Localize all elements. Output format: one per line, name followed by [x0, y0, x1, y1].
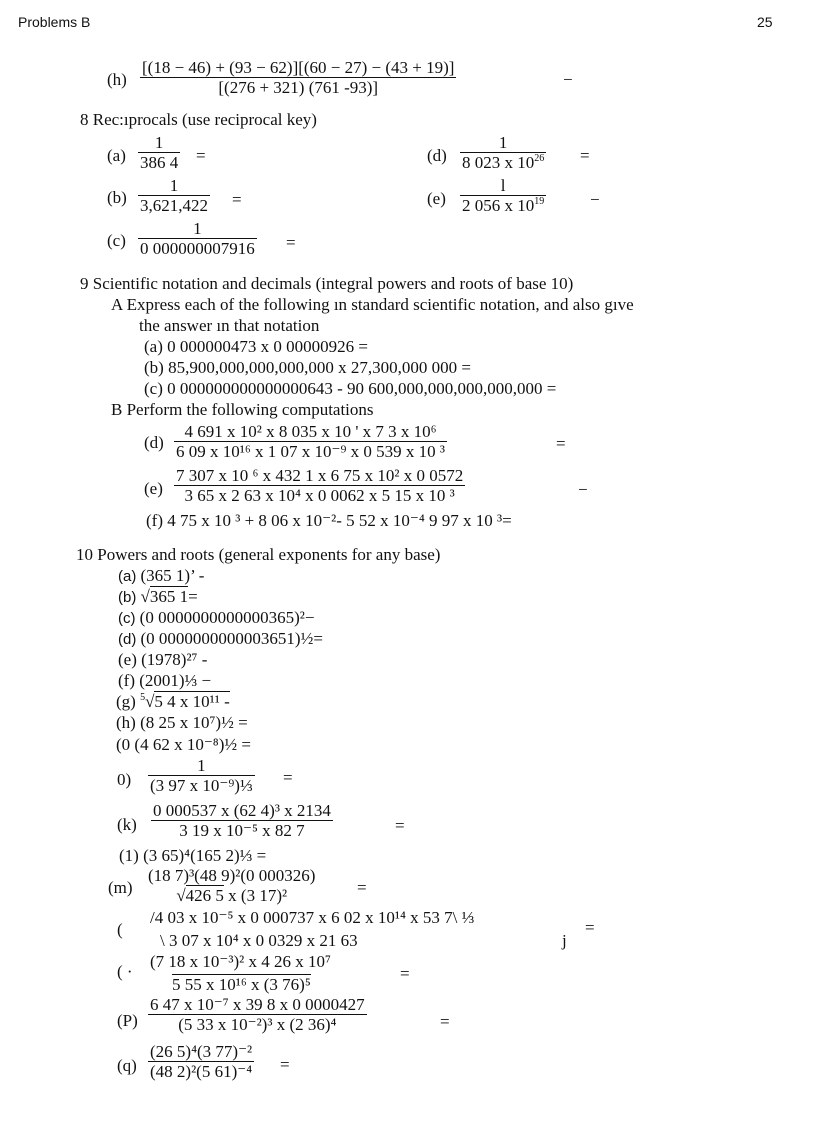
- problem-label: (d): [427, 146, 447, 165]
- problem-9b: (b) 85,900,000,000,000,000 x 27,300,000 000 =: [144, 358, 471, 377]
- numerator: (18 7)³(48 9)²(0 000326): [148, 866, 316, 885]
- numerator: /4 03 x 10⁻⁵ x 0 000737 x 6 02 x 10¹⁴ x 53 7\ ⅓: [150, 908, 475, 927]
- denominator: 386 4: [140, 153, 179, 172]
- numerator: 7 307 x 10 ⁶ x 432 1 x 6 75 x 10² x 0 0572: [176, 466, 464, 485]
- operator: =: [580, 146, 590, 165]
- denominator: (3 97 x 10⁻⁹)⅓: [150, 776, 253, 795]
- numerator: (26 5)⁴(3 77)⁻²: [150, 1042, 253, 1061]
- numerator: 1: [498, 133, 508, 152]
- fraction: [148, 756, 255, 795]
- numerator: 1: [193, 219, 202, 238]
- numerator: 0 000537 x (62 4)³ x 2134: [153, 801, 331, 820]
- part-a-instruction: A Express each of the following ın standard scientific notation, and also gıve: [111, 295, 634, 314]
- operator: =: [196, 146, 206, 165]
- exponent: 26: [534, 153, 545, 164]
- problem-label: (q): [117, 1056, 137, 1075]
- problem-label: (h): [107, 70, 127, 89]
- denominator: 8 023 x 10: [462, 153, 535, 172]
- problem-label: (c): [107, 231, 126, 250]
- problem-label: (m): [108, 878, 133, 897]
- problem-label: (P): [117, 1011, 138, 1030]
- problem-9c: (c) 0 000000000000000643 - 90 600,000,000,000,000,000 =: [144, 379, 557, 398]
- numerator: 4 691 x 10² x 8 035 x 10 ' x 7 3 x 10⁶: [184, 422, 437, 441]
- operator: =: [283, 768, 293, 787]
- denominator: 0 000000007916: [140, 239, 255, 258]
- denominator: 3,621,422: [140, 196, 208, 215]
- problem-10b: (b) √365 1=: [118, 587, 198, 606]
- radicand: 365 1: [149, 587, 189, 606]
- problem-10i: (0 (4 62 x 10⁻⁸)½ =: [116, 735, 251, 754]
- section-10-title: 10 Powers and roots (general exponents for any base): [76, 545, 441, 564]
- radicand: 5 4 x 10¹¹ -: [154, 692, 230, 711]
- numerator: 6 47 x 10⁻⁷ x 39 8 x 0 0000427: [150, 995, 365, 1014]
- denominator: 6 09 x 10¹⁶ x 1 07 x 10⁻⁹ x 0 539 x 10 ³: [176, 442, 446, 461]
- problem-label: (a): [107, 146, 126, 165]
- operator: =: [440, 1012, 450, 1031]
- expression: (1978)²⁷ -: [141, 650, 208, 669]
- numerator: 1: [197, 756, 206, 775]
- problem-label: (e): [427, 189, 446, 208]
- expression: (365 1)’ -: [140, 566, 205, 585]
- operator: =: [286, 233, 296, 252]
- part-b-instruction: B Perform the following computations: [111, 400, 374, 419]
- problem-10l: (1) (3 65)⁴(165 2)⅓ =: [119, 846, 267, 865]
- numerator: (7 18 x 10⁻³)² x 4 26 x 10⁷: [150, 952, 331, 971]
- fraction: [138, 133, 180, 172]
- denominator-rest: x (3 17)²: [223, 886, 288, 905]
- problem-9a: (a) 0 000000473 x 0 00000926 =: [144, 337, 368, 356]
- bracket-char: j: [562, 931, 567, 950]
- numerator: 1: [154, 133, 164, 152]
- operator: =: [556, 434, 566, 453]
- fraction: [138, 219, 257, 258]
- operator: −: [563, 70, 573, 89]
- problem-10h: (h) (8 25 x 10⁷)½ =: [116, 713, 248, 732]
- section-9-title: 9 Scientific notation and decimals (integral powers and roots of base 10): [80, 274, 574, 293]
- operator: −: [590, 190, 600, 209]
- running-head: Problems B: [18, 14, 91, 30]
- expression: (0 0000000000003651)½=: [140, 629, 323, 648]
- section-8-title: 8 Rec:ıprocals (use reciprocal key): [80, 110, 317, 129]
- fraction: [151, 801, 333, 840]
- operator: =: [585, 918, 595, 937]
- part-a-instruction-cont: the answer ın that notation: [139, 316, 320, 335]
- problem-10c: (c) (0 0000000000000365)²−: [118, 608, 315, 627]
- problem-10a: (a) (365 1)’ -: [118, 566, 205, 585]
- numerator: l: [500, 176, 506, 195]
- problem-label: ( ·: [117, 962, 133, 981]
- denominator: √426 5 x (3 17)²: [176, 886, 288, 905]
- operator: =: [232, 190, 242, 209]
- denominator: (48 2)²(5 61)⁻⁴: [150, 1062, 253, 1081]
- fraction: [174, 422, 447, 461]
- fraction: [146, 866, 317, 905]
- problem-label: 0): [117, 770, 132, 789]
- denominator: (5 33 x 10⁻²)³ x (2 36)⁴: [178, 1015, 337, 1034]
- operator: =: [280, 1055, 290, 1074]
- problem-label: (b): [107, 188, 127, 207]
- problem-label: (: [117, 920, 123, 939]
- fraction: [148, 1042, 254, 1081]
- operator: −: [578, 480, 588, 499]
- problem-10g: (g) $^5$√5 4 x 10¹¹ -: [116, 692, 230, 711]
- problem-10d: (d) (0 0000000000003651)½=: [118, 629, 323, 648]
- fraction: [138, 176, 210, 215]
- problem-label: (d): [144, 433, 164, 452]
- numerator: 1: [169, 176, 179, 195]
- denominator: \ 3 07 x 10⁴ x 0 0329 x 21 63: [160, 931, 358, 950]
- fraction: [174, 466, 465, 505]
- problem-10e: (e) (1978)²⁷ -: [118, 650, 208, 669]
- denominator: [(276 + 321) (761 -93)]: [218, 78, 379, 97]
- problem-10f: (f) (2001)⅓ −: [118, 671, 212, 690]
- fraction: [148, 995, 367, 1034]
- denominator: 2 056 x 10: [462, 196, 535, 215]
- radicand: 426 5: [185, 886, 224, 905]
- denominator: 5 55 x 10¹⁶ x (3 76)⁵: [172, 975, 311, 994]
- denominator: 3 65 x 2 63 x 10⁴ x 0 0062 x 5 15 x 10 ³: [184, 486, 455, 505]
- fraction: [140, 58, 456, 97]
- fraction: [460, 176, 546, 215]
- problem-label: (e): [144, 479, 163, 498]
- operator: =: [400, 964, 410, 983]
- denominator: 3 19 x 10⁻⁵ x 82 7: [179, 821, 305, 840]
- expression: (0 0000000000000365)²−: [139, 608, 315, 627]
- expression: (2001)⅓ −: [139, 671, 212, 690]
- fraction: [460, 133, 546, 172]
- operator: =: [357, 878, 367, 897]
- numerator: [(18 − 46) + (93 − 62)][(60 − 27) − (43 + 19)]: [142, 58, 455, 77]
- problem-9f: (f) 4 75 x 10 ³ + 8 06 x 10⁻²- 5 52 x 10⁻⁴ 9 97 x 10 ³=: [146, 511, 512, 530]
- page-number: 25: [757, 14, 773, 30]
- exponent: 19: [534, 196, 545, 207]
- operator: =: [395, 816, 405, 835]
- problem-label: (k): [117, 815, 137, 834]
